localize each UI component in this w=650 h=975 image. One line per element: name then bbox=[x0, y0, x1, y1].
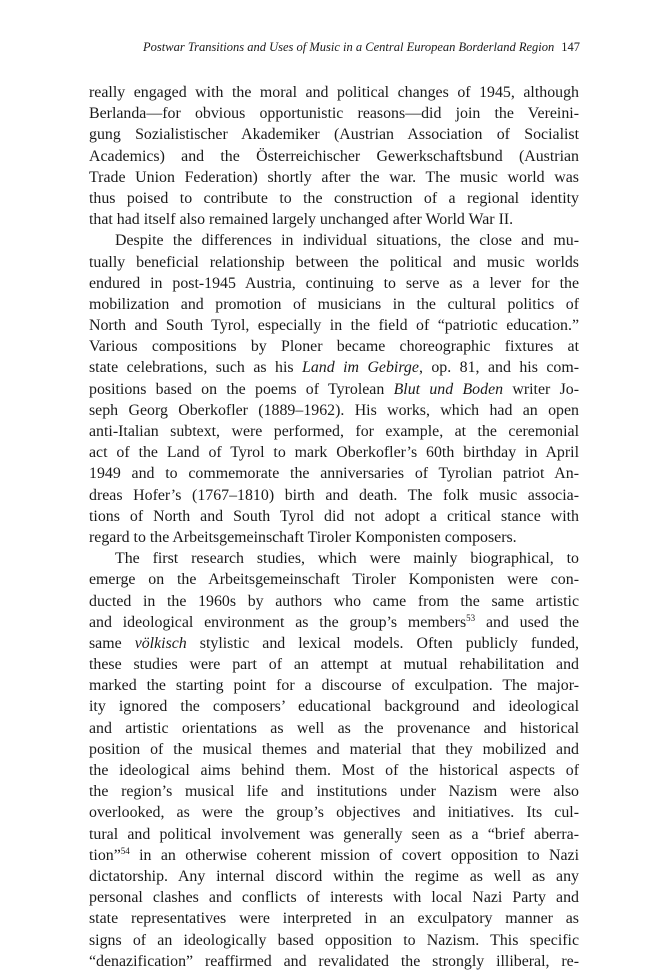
text-line: act of the Land of Tyrol to mark Oberkofler’s 60th birthday in April bbox=[89, 444, 579, 462]
text-line: signs of an ideologically based opposition to Nazism. This specific bbox=[89, 931, 579, 949]
text-line: mobilization and promotion of musicians in the cultural politics of bbox=[89, 295, 579, 313]
italic-title: Land im Gebirge bbox=[302, 359, 419, 377]
text-line: position of the musical themes and material that they mobilized and bbox=[89, 740, 579, 758]
italic-term: völkisch bbox=[134, 634, 187, 652]
text-line bbox=[89, 612, 579, 633]
footnote-ref-53[interactable]: 53 bbox=[466, 612, 476, 623]
running-head-title: Postwar Transitions and Uses of Music in a Central European Borderland Region bbox=[143, 40, 555, 54]
text-line: regard to the Arbeitsgemeinschaft Tiroler Komponisten composers. bbox=[89, 528, 517, 546]
text-run: in an otherwise coherent mission of covert opposition to Nazi bbox=[129, 846, 579, 864]
text-run: tion” bbox=[89, 846, 121, 864]
text-run: and used the bbox=[475, 613, 580, 631]
text-line: dreas Hofer’s (1767–1810) birth and death. The folk music associa- bbox=[89, 486, 579, 504]
body-text bbox=[89, 82, 579, 972]
text-line: and artistic orientations as well as the provenance and historical bbox=[89, 719, 579, 737]
text-line: “denazification” reaffirmed and revalidated the strongly illiberal, re- bbox=[89, 952, 579, 970]
text-line: the ideological aims behind them. Most of the historical aspects of bbox=[89, 762, 579, 779]
text-line: The first research studies, which were mainly biographical, to bbox=[115, 550, 579, 568]
text-run: positions based on the poems of Tyrolean bbox=[89, 380, 394, 398]
text-run: , op. 81, and his com- bbox=[418, 359, 579, 377]
text-line: tions of North and South Tyrol did not adopt a critical stance with bbox=[89, 507, 579, 525]
text-line: emerge on the Arbeitsgemeinschaft Tiroler Komponisten were con- bbox=[89, 571, 579, 589]
text-line bbox=[89, 379, 579, 400]
text-line: thus poised to contribute to the construction of a regional identity bbox=[89, 189, 579, 207]
text-line: tural and political involvement was generally seen as a “brief aberra- bbox=[89, 825, 579, 843]
text-line: North and South Tyrol, especially in the field of “patriotic education.” bbox=[89, 317, 579, 335]
text-line: Trade Union Federation) shortly after the war. The music world was bbox=[89, 168, 579, 186]
page-number: 147 bbox=[561, 40, 580, 54]
text-line: seph Georg Oberkofler (1889–1962). His works, which had an open bbox=[89, 401, 579, 419]
text-run: same bbox=[89, 634, 135, 652]
footnote-ref-54[interactable]: 54 bbox=[120, 845, 130, 856]
text-run: stylistic and lexical models. Often publicly funded, bbox=[186, 634, 579, 652]
text-line: Academics) and the Österreichischer Gewerkschaftsbund (Austrian bbox=[89, 147, 579, 165]
text-line: dictatorship. Any internal discord within the regime as well as any bbox=[89, 867, 579, 885]
text-line: state representatives were interpreted in an exculpatory manner as bbox=[89, 910, 579, 928]
text-line: ducted in the 1960s by authors who came from the same artistic bbox=[89, 592, 579, 610]
text-line: Berlanda—for obvious opportunistic reasons—did join the Vereini- bbox=[89, 105, 579, 123]
text-line: personal clashes and conflicts of interests with local Nazi Party and bbox=[89, 889, 579, 907]
text-run: state celebrations, such as his bbox=[89, 359, 302, 377]
text-run: writer Jo- bbox=[503, 380, 580, 398]
text-line: these studies were part of an attempt at mutual rehabilitation and bbox=[89, 656, 579, 674]
text-line: marked the starting point for a discourse of exculpation. The major- bbox=[89, 677, 579, 695]
text-line: tually beneficial relationship between the political and music worlds bbox=[89, 253, 579, 271]
italic-term: Blut und Boden bbox=[393, 380, 504, 398]
running-head bbox=[60, 39, 580, 55]
text-line: 1949 and to commemorate the anniversaries of Tyrolian patriot An- bbox=[89, 465, 579, 483]
text-line bbox=[89, 357, 579, 378]
text-line: gung Sozialistischer Akademiker (Austrian Association of Socialist bbox=[89, 126, 579, 144]
text-line: Despite the differences in individual situations, the close and mu- bbox=[115, 232, 579, 250]
text-line: the region’s musical life and institutions under Nazism were also bbox=[89, 783, 579, 801]
text-line: overlooked, as were the group’s objectives and initiatives. Its cul- bbox=[89, 804, 579, 822]
text-line bbox=[89, 633, 579, 654]
text-line: ity ignored the composers’ educational background and ideological bbox=[89, 698, 579, 716]
text-run: and ideological environment as the group’s members bbox=[89, 613, 467, 631]
text-line: anti-Italian subtext, were performed, for example, at the ceremonial bbox=[89, 423, 579, 440]
text-line: endured in post-1945 Austria, continuing to serve as a lever for the bbox=[89, 274, 579, 292]
text-line: really engaged with the moral and political changes of 1945, although bbox=[89, 84, 579, 101]
text-line: Various compositions by Ploner became choreographic fixtures at bbox=[89, 338, 579, 356]
text-line bbox=[89, 845, 579, 866]
text-line: that had itself also remained largely unchanged after World War II. bbox=[89, 211, 514, 229]
